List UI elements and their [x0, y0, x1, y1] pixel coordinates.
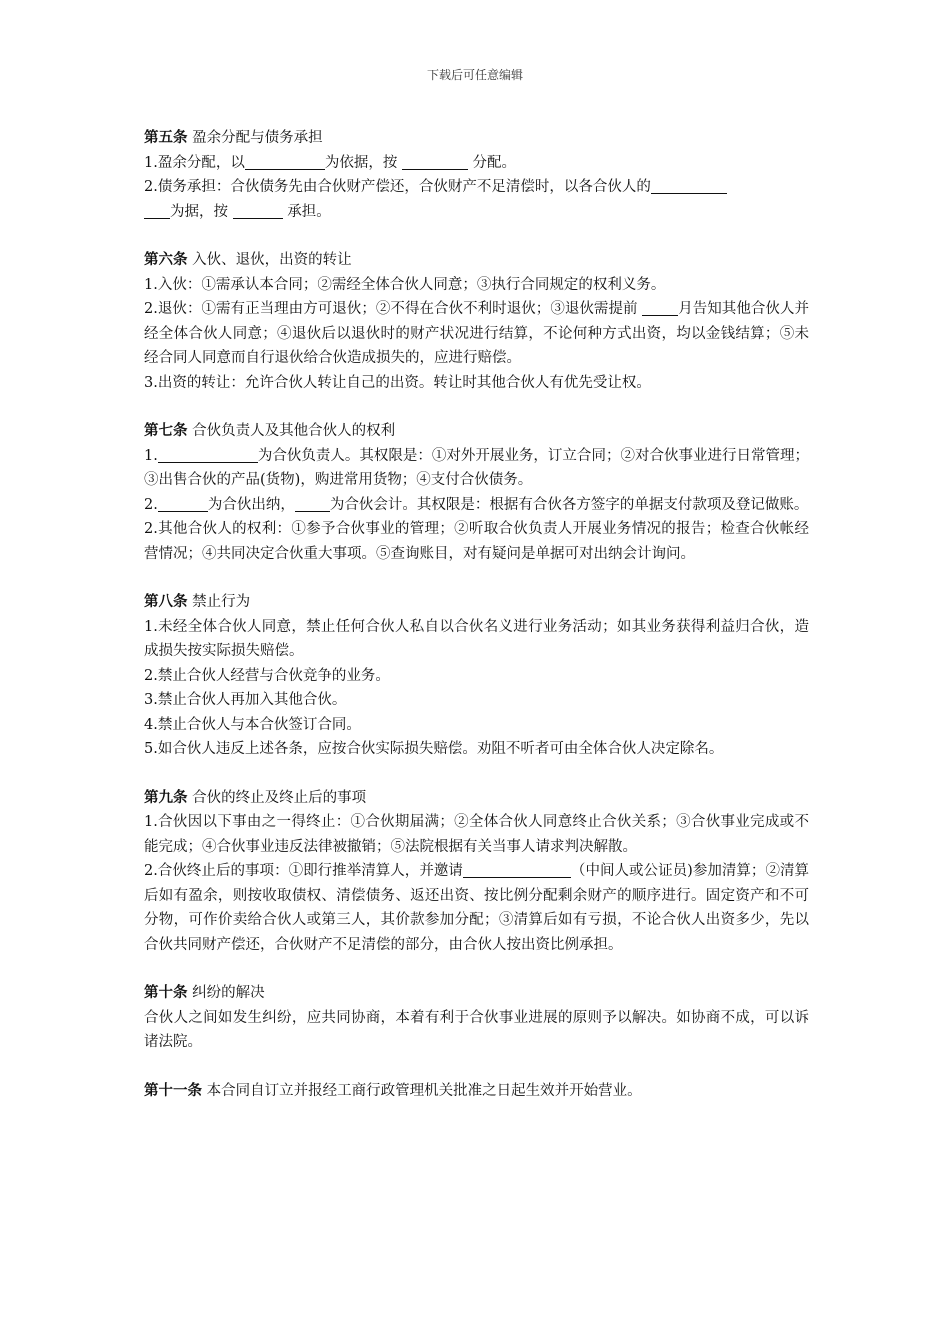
article-title	[144, 786, 809, 811]
article-number: 第八条	[144, 593, 188, 610]
document-body	[144, 126, 809, 1127]
article-number: 第九条	[144, 788, 188, 806]
clause: 1.未经全体合伙人同意，禁止任何合伙人私自以合伙名义进行业务活动；如其业务获得利益归合伙，造成损失按实际损失赔偿。	[144, 618, 809, 659]
article-text: 本合同自订立并报经工商行政管理机关批准之日起生效并开始营业。	[202, 1082, 642, 1099]
article-5	[144, 126, 809, 224]
article-number: 第六条	[144, 251, 188, 268]
clause-text: 2.	[144, 496, 158, 513]
article-heading: 纠纷的解决	[187, 985, 265, 1001]
article-number: 第十一条	[144, 1081, 202, 1099]
article-title	[144, 981, 809, 1006]
fill-blank[interactable]	[402, 153, 468, 170]
clause-text: 分配。	[467, 154, 517, 171]
article-heading: 合伙的终止及终止后的事项	[187, 789, 367, 806]
article-title	[144, 419, 809, 444]
article-number: 第七条	[144, 422, 188, 439]
clause	[144, 175, 809, 224]
clause	[144, 859, 809, 957]
clause: 2.其他合伙人的权利：①参予合伙事业的管理；②听取合伙负责人开展业务情况的报告；检查合伙帐经营情况；④共同决定合伙重大事项。⑤查询账目，对有疑问是单据可对出纳会计询问。	[144, 521, 809, 562]
clause: 1.合伙因以下事由之一得终止：①合伙期届满；②全体合伙人同意终止合伙关系；③合伙事业完成或不能完成；④合伙事业违反法律被撤销；⑤法院根据有关当事人请求判决解散。	[144, 814, 809, 855]
fill-blank[interactable]	[144, 202, 170, 219]
clause-text: 2.退伙：①需有正当理由方可退伙；②不得在合伙不利时退伙；③退伙需提前	[144, 301, 643, 317]
article-9	[144, 786, 809, 958]
fill-blank[interactable]	[233, 202, 283, 219]
fill-blank[interactable]	[158, 495, 208, 512]
article-8	[144, 590, 809, 762]
fill-blank[interactable]	[158, 446, 258, 463]
clause-text: 1.	[144, 447, 158, 464]
article-heading: 合伙负责人及其他合伙人的权利	[187, 423, 396, 439]
article-11	[144, 1079, 809, 1104]
clause	[144, 151, 809, 176]
clause: 2.禁止合伙人经营与合伙竞争的业务。	[144, 667, 390, 684]
clause-text: 为合伙出纳，	[207, 496, 295, 513]
clause-text: 为合伙会计。其权限是：根据有合伙各方签字的单据支付款项及登记做账。	[329, 496, 809, 513]
clause: 5.如合伙人违反上述各条，应按合伙实际损失赔偿。劝阻不听者可由全体合伙人决定除名。	[144, 741, 724, 757]
clause-text: 为合伙负责人。其权限是：①对外开展业务，订立合同；②对合伙事业进行日常管理；③出售合伙的产品(货物)，购进常用货物；④支付合伙债务。	[144, 447, 809, 488]
fill-blank[interactable]	[463, 861, 571, 878]
article-title	[144, 126, 809, 151]
page-header: 下载后可任意编辑	[426, 68, 523, 82]
article-title	[144, 248, 809, 273]
clause-text: 承担。	[282, 203, 331, 220]
article-title	[144, 590, 809, 615]
clause	[144, 444, 809, 493]
fill-blank[interactable]	[245, 153, 325, 170]
article-6	[144, 248, 809, 395]
clause	[144, 297, 809, 371]
clause-text: 2.合伙终止后的事项：①即行推举清算人，并邀请	[144, 863, 463, 879]
clause	[144, 493, 809, 518]
fill-blank[interactable]	[651, 177, 727, 194]
clause: 3.出资的转让：允许合伙人转让自己的出资。转让时其他合伙人有优先受让权。	[144, 374, 651, 391]
clause: 合伙人之间如发生纠纷，应共同协商，本着有利于合伙事业进展的原则予以解决。如协商不成，可以诉诸法院。	[144, 1009, 809, 1050]
clause: 4.禁止合伙人与本合伙签订合同。	[144, 716, 361, 733]
fill-blank[interactable]	[295, 495, 330, 512]
clause-text: 月告知其他合伙人并经全体合伙人同意；④退伙后以退伙时的财产状况进行结算，不论何种方式出资，均以金钱结算；⑤未经合同人同意而自行退伙给合伙造成损失的，应进行赔偿。	[144, 301, 809, 366]
clause-text: （中间人或公证员)参加清算；②清算后如有盈余，则按收取债权、清偿债务、返还出资、按比例分配剩余财产的顺序进行。固定资产和不可分物，可作价卖给合伙人或第三人，其价款参加分配；③清算后如有亏损，不论合伙人出资多少，先以合伙共同财产偿还，合伙财产不足清偿的部分，由合伙人按出资比例承担。	[144, 863, 809, 953]
article-number: 第十条	[144, 984, 188, 1001]
article-7	[144, 419, 809, 566]
clause-text: 为据，按	[170, 203, 233, 220]
article-10	[144, 981, 809, 1055]
fill-blank[interactable]	[642, 299, 678, 316]
article-heading: 禁止行为	[187, 594, 251, 610]
article-heading: 盈余分配与债务承担	[187, 130, 323, 146]
article-title	[144, 1079, 809, 1104]
article-number: 第五条	[144, 129, 188, 146]
clause-text: 为依据，按	[324, 154, 402, 171]
clause: 1.入伙：①需承认本合同；②需经全体合伙人同意；③执行合同规定的权利义务。	[144, 276, 666, 293]
article-heading: 入伙、退伙，出资的转让	[187, 252, 352, 268]
clause-text: 2.债务承担：合伙债务先由合伙财产偿还，合伙财产不足清偿时，以各合伙人的	[144, 179, 651, 195]
clause-text: 1.盈余分配，以	[144, 154, 245, 171]
clause: 3.禁止合伙人再加入其他合伙。	[144, 692, 347, 708]
